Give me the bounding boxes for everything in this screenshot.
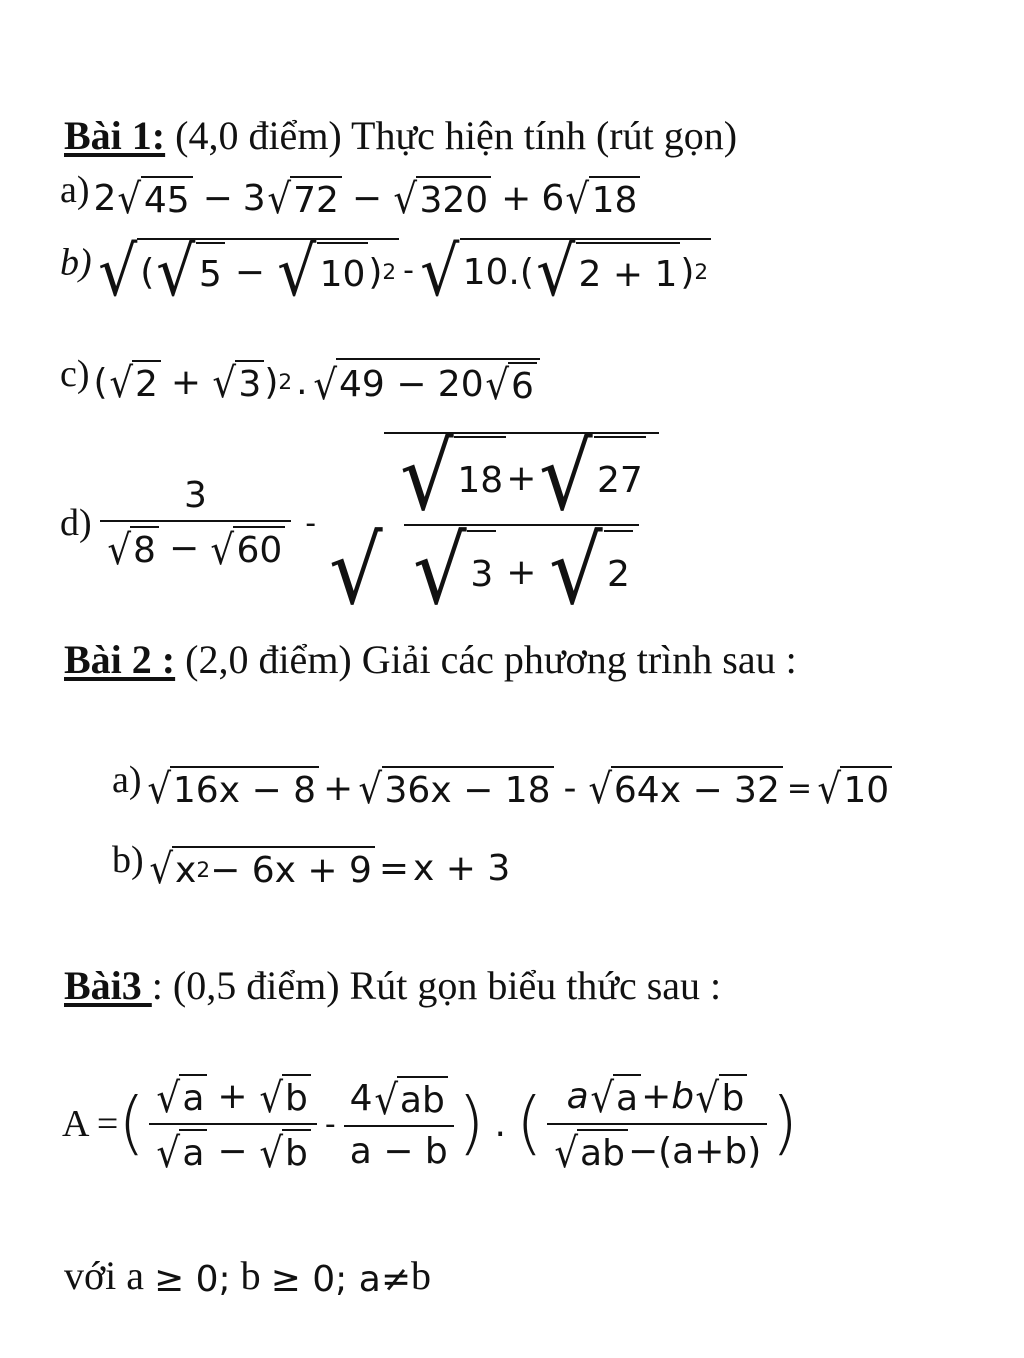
sqrt-icon: √ [393,175,418,224]
radical: √ a [155,1074,207,1119]
radicand: 320 [416,176,491,221]
radical: √ 18 [397,436,506,520]
sqrt-icon: √ [277,233,317,312]
bai1-b [60,233,711,312]
radical: √ a [589,1074,641,1119]
radical: √ 27 [536,436,645,520]
sqrt-icon: √ [484,361,509,410]
radical: √ b [258,1129,311,1174]
radical: √ b [694,1074,747,1119]
radicand: 2 [132,360,161,405]
radical: √ ab [553,1129,628,1174]
fraction: a √ a + b √ b √ ab −(a+b) [547,1074,768,1174]
sqrt-icon: √ [358,765,383,814]
bai3-heading [64,962,721,1009]
radical: √ 2 [546,530,633,614]
radical: √ 8 [106,526,159,571]
coef: 3 [242,177,266,219]
bai2-label: Bài 2 : [64,637,176,682]
sqrt-icon: √ [412,517,467,627]
sqrt-icon: √ [695,1073,720,1122]
radical [275,233,368,312]
bai3-instruction: : (0,5 điểm) Rút gọn biểu thức sau : [151,963,722,1008]
radicand: 10 [317,242,369,304]
sqrt-icon: √ [420,233,460,312]
exponent: 2 [278,369,293,395]
lhs: A = [62,1103,119,1145]
bai2-instruction: (2,0 điểm) Giải các phương trình sau : [175,637,797,682]
sqrt-icon: √ [258,1128,283,1177]
sqrt-icon: √ [212,359,237,408]
bai1-a-tag: a) [60,169,90,211]
sqrt-icon: √ [210,525,235,574]
coef: 2 [93,177,117,219]
bai2-a [112,758,892,814]
operator: - [305,505,317,541]
bai1-a-expression [93,175,641,224]
sqrt-icon: √ [329,517,383,627]
bai2-heading [64,636,797,683]
bai1-label: Bài 1: [64,113,166,158]
bai1-d [60,423,659,627]
sqrt-icon: √ [156,233,196,312]
exponent: 2 [694,260,709,286]
sqrt-icon: √ [312,361,337,410]
radicand: 5 [196,242,225,304]
radical: √ 16x − 8 [146,766,319,811]
bai1-c [60,352,540,410]
bai1-d-expression [96,423,659,627]
bai2-a-expression: √ 16x − 8 + √ 36x − 18 - √ 64x − 32 = √ 10 [146,766,893,811]
radical: √ ab [373,1076,448,1121]
radical: √ 60 [209,526,285,571]
outer-radical: √ 49 − 20 √ 6 [312,358,540,407]
fraction: 3 √ 8 − √ 60 [100,475,292,571]
bai1-a [60,168,640,224]
radical: √ x 2 − 6x + 9 [148,846,375,891]
fraction: 4 √ ab a − b [344,1076,454,1172]
outer-radical [326,423,659,627]
bai1-instruction: (4,0 điểm) Thực hiện tính (rút gọn) [165,113,738,158]
sqrt-icon: √ [549,517,604,627]
operator: + [501,177,532,219]
sqrt-icon: √ [589,1073,614,1122]
bai2-b-expression: √ x 2 − 6x + 9 = x + 3 [148,845,511,894]
bai1-b-expression [96,233,712,312]
radical [392,175,491,224]
bai1-b-tag: b) [60,241,92,284]
bai1-heading [64,112,737,159]
sqrt-icon: √ [258,1073,283,1122]
bai2-b [112,838,511,894]
radical [484,361,537,410]
radicand: 2 + 1 [576,242,681,304]
bai1-c-tag: c) [60,353,90,395]
radical: √ 10 [816,766,892,811]
radical [116,175,192,224]
bai2-b-tag: b) [112,839,144,881]
fraction: √ 18 + √ 27 √ 3 + √ 2 [391,436,652,614]
radical: √ 3 [410,530,497,614]
sqrt-icon: √ [399,423,454,532]
bai3-expression: A = ( √ a + √ b √ a − √ b - 4 √ ab a − b ) . ( a √ a + b √ b √ ab −(a+b) ) [62,1073,798,1177]
sqrt-icon: √ [565,175,590,224]
radicand: 6 [508,362,537,407]
sqrt-icon: √ [106,525,131,574]
sqrt-icon: √ [373,1075,398,1124]
radical: √ 64x − 32 [587,766,783,811]
operator: − [202,177,233,219]
paren: ) [457,1083,485,1163]
paren: ) [771,1083,798,1163]
radical [266,175,342,224]
sqrt-icon: √ [817,765,842,814]
paren: ( [515,1083,543,1163]
bai3-label: Bài3 [64,963,152,1008]
radicand: 45 [141,176,193,221]
sqrt-icon: √ [536,233,576,312]
bai2-a-tag: a) [112,759,142,801]
bai1-d-tag: d) [60,502,92,545]
sqrt-icon: √ [587,765,612,814]
radical: √ 36x − 18 [357,766,553,811]
sqrt-icon: √ [553,1128,578,1177]
operator: - [403,253,414,289]
coef: 6 [541,177,565,219]
bai1-c-expression: ( √ 2 + √ 3 ) 2 . √ 49 − 20 √ 6 [94,358,540,407]
radicand: 18 [589,176,641,221]
sqrt-icon: √ [108,359,133,408]
radical: √ b [258,1074,311,1119]
radical [108,359,161,408]
radical [154,233,225,312]
sqrt-icon: √ [117,175,142,224]
operator: − [351,177,383,219]
radicand: 3 [235,360,264,405]
sqrt-icon: √ [156,1073,181,1122]
radical: √ a [155,1129,207,1174]
sqrt-icon: √ [539,423,594,532]
bai3-condition: với a ≥ 0; b ≥ 0; a≠b [64,1253,431,1301]
sqrt-icon: √ [97,233,138,312]
sqrt-icon: √ [267,175,291,224]
radicand: 72 [290,176,342,221]
radical [211,359,264,408]
fraction: √ a + √ b √ a − √ b [149,1074,317,1174]
radical [564,175,640,224]
sqrt-icon: √ [148,845,173,894]
outer-radical: √ 10. ( √ 2 + 1 ) 2 [418,238,711,304]
exponent: 2 [382,260,397,286]
sqrt-icon: √ [156,1128,181,1177]
outer-radical: √ ( √ 5 − √ 10 ) 2 [96,238,400,304]
sqrt-icon: √ [146,765,171,814]
paren: ( [118,1083,145,1163]
